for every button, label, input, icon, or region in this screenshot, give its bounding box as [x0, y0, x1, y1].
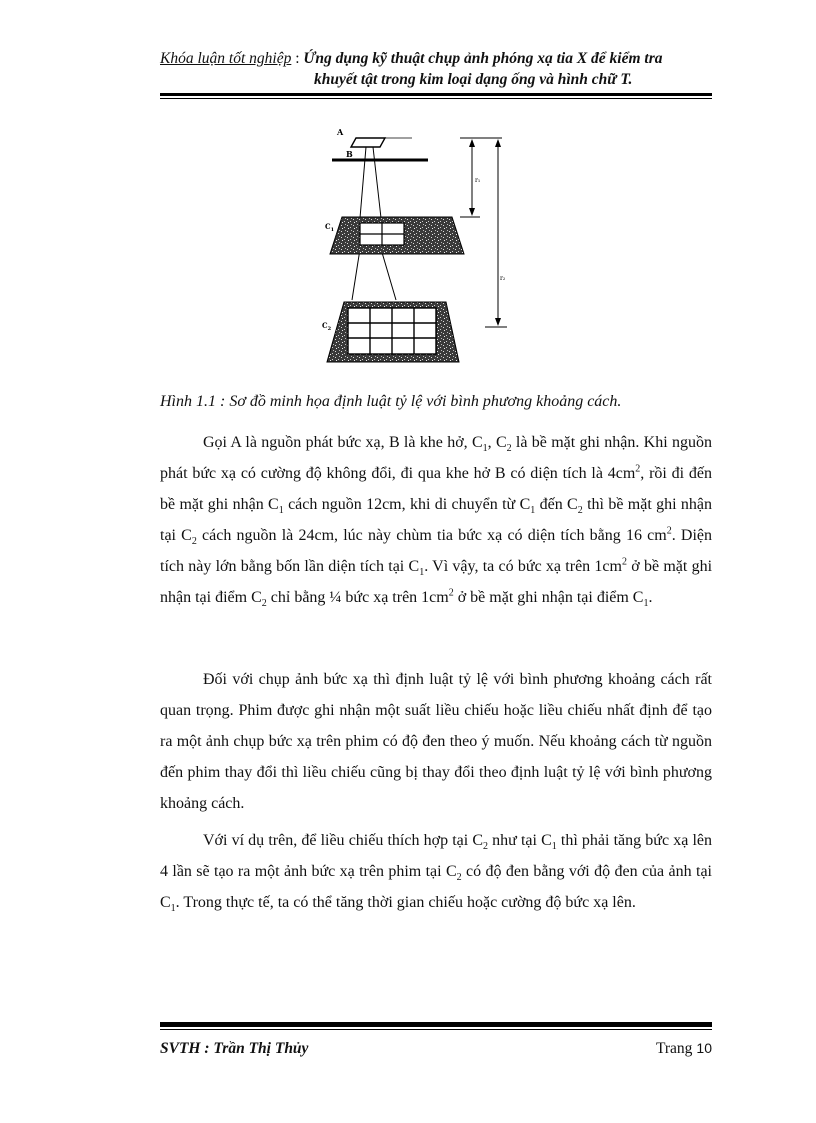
- page-header: [160, 48, 712, 90]
- header-title-line-1: Ứng dụng kỹ thuật chụp ảnh phóng xạ tia X để kiểm tra: [303, 50, 663, 67]
- label-r2: r₂: [500, 275, 506, 282]
- footer-author: SVTH : Trần Thị Thủy: [160, 1040, 309, 1057]
- label-a: A: [337, 127, 344, 137]
- source-a-shape: [351, 138, 385, 147]
- paragraph-2: Đối với chụp ảnh bức xạ thì định luật tỷ lệ với bình phương khoảng cách rất quan trọng. Phim được ghi nhận một suất liều chiếu hoặc liều chiếu nhất định để tạo ra một ảnh chụp bức xạ trên phim có độ đen theo ý muốn. Nếu khoảng cách từ nguồn đến phim thay đổi thì liều chiếu cũng bị thay đổi theo định luật tỷ lệ với bình phương khoảng cách.: [160, 671, 712, 812]
- footer-rule-thick: [160, 1022, 712, 1027]
- distance-markers: [460, 138, 507, 327]
- footer-rule-thin: [160, 1029, 712, 1030]
- header-rule-thin: [160, 98, 712, 99]
- paragraph-3: Với ví dụ trên, để liều chiếu thích hợp tại $C_2$ như tại $C_1$ thì phải tăng bức xạ lên 4 lần sẽ tạo ra một ảnh bức xạ trên phim tại $C_2$ có độ đen bằng với độ đen của ảnh tại $C_1$. Trong thực tế, ta có thể tăng thời gian chiếu hoặc cường độ bức xạ lên.: [160, 832, 712, 915]
- header-rule-thick: [160, 93, 712, 96]
- header-label: Khóa luận tốt nghiệp: [160, 50, 292, 67]
- label-c1: $C_1$: [325, 222, 335, 233]
- paragraph-1: Gọi A là nguồn phát bức xạ, B là khe hở, $C_1$, $C_2$ là bề mặt ghi nhận. Khi nguồn phát bức xạ có cường độ không đổi, đi qua khe hở B có diện tích là $4cm^2$, rồi đi đến bề mặt ghi nhận $C_1$ cách nguồn 12cm, khi di chuyển từ $C_1$ đến $C_2$ thì bề mặt ghi nhận tại $C_2$ cách nguồn là 24cm, lúc này chùm tia bức xạ có diện tích bằng 16 $cm^2$. Diện tích này lớn bằng bốn lần diện tích tại $C_1$. Vì vậy, ta có bức xạ trên $1cm^2$ ở bề mặt ghi nhận tại điểm $C_2$ chỉ bằng ¼ bức xạ trên $1cm^2$ ở bề mặt ghi nhận tại điểm $C_1$.: [160, 434, 713, 610]
- label-r1: r₁: [475, 177, 481, 184]
- figure-caption: Hình 1.1 : Sơ đồ minh họa định luật tỷ lệ với bình phương khoảng cách.: [160, 393, 622, 410]
- header-title-line-2: khuyết tật trong kim loại dạng ống và hình chữ T.: [314, 71, 633, 88]
- header-separator: :: [291, 50, 304, 67]
- header-line-1: [160, 48, 712, 69]
- page-number: Trang 10: [655, 1040, 712, 1057]
- label-b: B: [346, 149, 353, 159]
- label-c2: $C_2$: [322, 321, 332, 332]
- inverse-square-diagram: [322, 122, 522, 372]
